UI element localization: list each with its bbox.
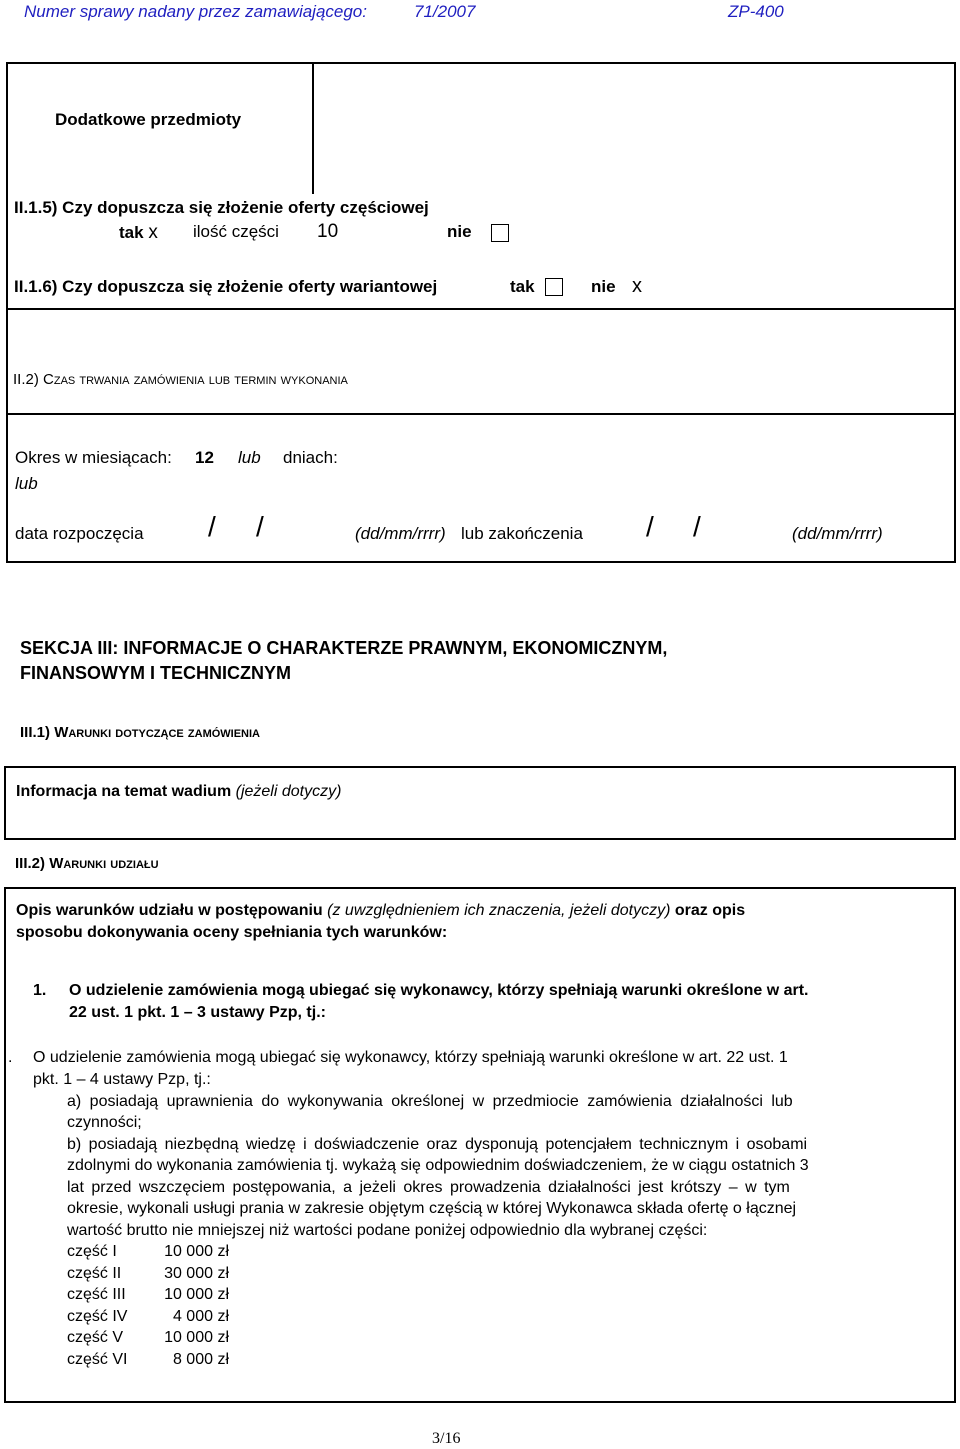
condition-a-line2: czynności;	[67, 1114, 142, 1131]
nie-mark: x	[632, 275, 642, 297]
conditions-title: III.1) Warunki dotyczące zamówienia	[20, 724, 261, 741]
date-slash: /	[256, 511, 264, 542]
period-label: Okres w miesiącach:	[15, 448, 172, 467]
part-row: część I 10 000 zł	[67, 1243, 229, 1260]
part-row: część V 10 000 zł	[67, 1329, 229, 1346]
part-row: część III 10 000 zł	[67, 1286, 229, 1303]
participation-title: III.2) Warunki udziału	[15, 855, 159, 872]
partial-offer-nie: nie	[447, 222, 472, 241]
date-format: (dd/mm/rrrr)	[792, 524, 883, 543]
date-slash: /	[208, 511, 216, 542]
lub-label-2: lub	[15, 474, 38, 493]
start-date-label: data rozpoczęcia	[15, 524, 144, 543]
parts-count-value: 10	[317, 221, 339, 242]
condition-b-line3: lat przed wszczęciem postępowania, a jeżeli okres prowadzenia działalności jest krótszy – w tym	[67, 1179, 790, 1196]
days-label: dniach:	[283, 448, 338, 467]
p2-bullet: .	[8, 1049, 13, 1066]
date-slash: /	[693, 511, 701, 542]
duration-section-title: II.2) Czas trwania zamówienia lub termin wykonania	[13, 371, 348, 388]
condition-a-line1: a) posiadają uprawnienia do wykonywania określonej w przedmiocie zamówienia działalności lub	[67, 1093, 793, 1110]
divider	[6, 413, 956, 415]
date-format: (dd/mm/rrrr)	[355, 524, 446, 543]
part-row: część VI 8 000 zł	[67, 1351, 229, 1368]
date-slash: /	[646, 511, 654, 542]
parts-count-label: ilość części	[193, 222, 279, 241]
participation-description: Opis warunków udziału w postępowaniu (z uwzględnieniem ich znaczenia, jeżeli dotyczy) oraz opis	[16, 902, 746, 919]
end-date-label: lub zakończenia	[461, 524, 583, 543]
options-box	[6, 62, 956, 310]
condition-b-line5: wartość brutto nie mniejszej niż wartości podane poniżej odpowiednio dla wybranej części:	[67, 1222, 708, 1239]
nie-checkbox[interactable]	[491, 224, 509, 242]
wadium-label: Informacja na temat wadium (jeżeli dotyczy)	[16, 783, 342, 800]
variant-tak: tak	[510, 277, 535, 296]
box-divider	[312, 62, 314, 194]
additional-items-label: Dodatkowe przedmioty	[55, 110, 242, 129]
section3-title-line1: SEKCJA III: INFORMACJE O CHARAKTERZE PRAWNYM, EKONOMICZNYM,	[20, 638, 668, 658]
condition-b-line4: okresie, wykonali usługi prania w zakresie objętym częścią w której Wykonawca składa ofertę o łącznej	[67, 1200, 797, 1217]
tak-mark: x	[148, 222, 158, 243]
period-months: 12	[195, 448, 214, 467]
case-number-label: Numer sprawy nadany przez zamawiającego:	[24, 2, 367, 21]
p2-line2: pkt. 1 – 4 ustawy Pzp, tj.:	[33, 1071, 211, 1088]
partial-offer-tak: tak x	[119, 222, 158, 243]
wadium-box	[4, 766, 956, 840]
p2-line1: O udzielenie zamówienia mogą ubiegać się wykonawcy, którzy spełniają warunki określone w art. 22 ust. 1	[33, 1049, 788, 1066]
section3-title-line2: FINANSOWYM I TECHNICZNYM	[20, 663, 291, 683]
condition-b-line2: zdolnymi do wykonania zamówienia tj. wykażą się odpowiednim doświadczeniem, że w ciągu ostatnich 3	[67, 1157, 809, 1174]
tak-checkbox[interactable]	[545, 278, 563, 296]
variant-offer-question: II.1.6) Czy dopuszcza się złożenie oferty wariantowej	[14, 277, 438, 296]
lub-label: lub	[238, 448, 261, 467]
partial-offer-question: II.1.5) Czy dopuszcza się złożenie oferty częściowej	[14, 198, 429, 217]
variant-nie: nie	[591, 277, 616, 296]
item1-line1: O udzielenie zamówienia mogą ubiegać się wykonawcy, którzy spełniają warunki określone w art.	[69, 982, 809, 999]
page-number: 3/16	[432, 1430, 461, 1447]
item1-line2: 22 ust. 1 pkt. 1 – 3 ustawy Pzp, tj.:	[69, 1004, 326, 1021]
part-row: część II 30 000 zł	[67, 1265, 229, 1282]
part-row: część IV 4 000 zł	[67, 1308, 229, 1325]
condition-b-line1: b) posiadają niezbędną wiedzę i doświadczenie oraz dysponują potencjałem technicznym i osobami	[67, 1136, 808, 1153]
participation-description-2: sposobu dokonywania oceny spełniania tych warunków:	[16, 924, 448, 941]
item1-number: 1.	[33, 982, 47, 999]
case-number: 71/2007	[414, 2, 476, 21]
document-code: ZP-400	[728, 2, 784, 21]
